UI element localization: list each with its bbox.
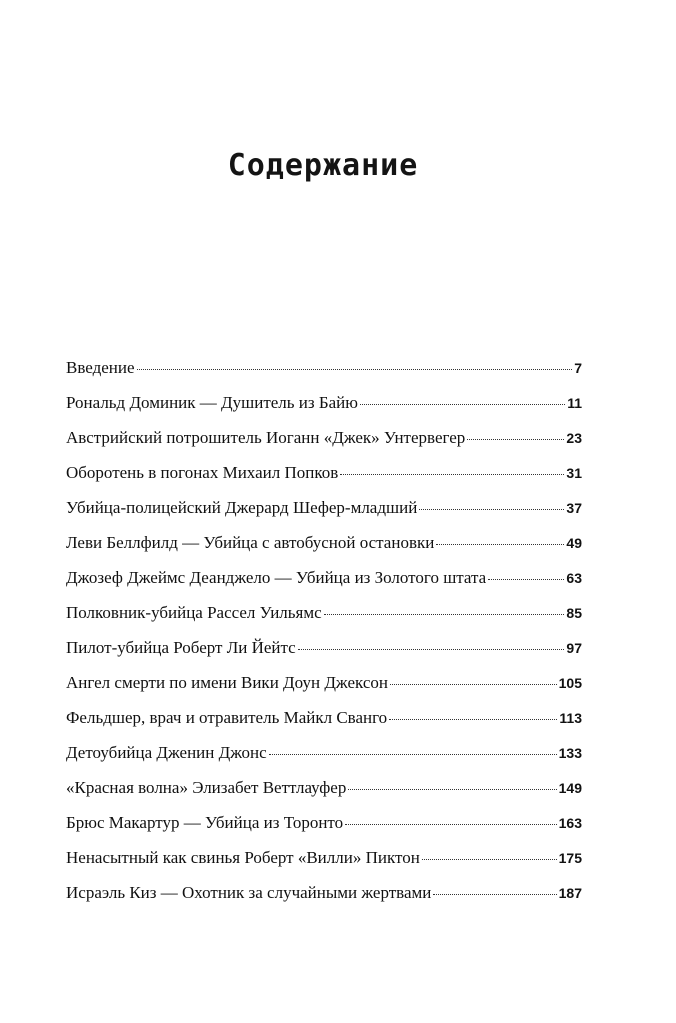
toc-entry[interactable]: [66, 778, 582, 813]
toc-entry-page: 105: [558, 675, 582, 691]
toc-entry-title: «Красная волна» Элизабет Веттлауфер: [66, 778, 347, 797]
toc-entry-title: Фельдшер, врач и отравитель Майкл Сванго: [66, 708, 388, 727]
toc-entry-page: 23: [566, 430, 582, 446]
toc-entry-title: Ненасытный как свинья Роберт «Вилли» Пиктон: [66, 848, 420, 867]
toc-entry-page: 7: [574, 360, 582, 376]
dot-leader: [390, 683, 557, 685]
toc-entry[interactable]: [66, 883, 582, 918]
toc-entry[interactable]: [66, 813, 582, 848]
toc-entry-title: Австрийский потрошитель Иоганн «Джек» Унтервегер: [66, 428, 466, 447]
toc-entry-title: Леви Беллфилд — Убийца с автобусной остановки: [66, 533, 435, 552]
toc-entry[interactable]: [66, 638, 582, 673]
dot-leader: [419, 508, 564, 510]
toc-entry-title: Исраэль Киз — Охотник за случайными жертвами: [66, 883, 432, 902]
toc-entry-page: 175: [558, 850, 582, 866]
toc-entry-title: Ангел смерти по имени Вики Доун Джексон: [66, 673, 388, 692]
dot-leader: [340, 473, 564, 475]
dot-leader: [488, 578, 564, 580]
toc-entry-title: Полковник-убийца Рассел Уильямс: [66, 603, 322, 622]
toc-entry[interactable]: [66, 533, 582, 568]
toc-entry-title: Убийца-полицейский Джерард Шефер-младший: [66, 498, 418, 517]
toc-entry[interactable]: [66, 743, 582, 778]
toc-entry[interactable]: [66, 673, 582, 708]
toc-entry[interactable]: [66, 428, 582, 463]
dot-leader: [269, 753, 557, 755]
dot-leader: [345, 823, 557, 825]
toc-entry-introduction[interactable]: [66, 358, 582, 393]
toc-entry[interactable]: [66, 708, 582, 743]
toc-entry-page: 49: [566, 535, 582, 551]
toc-entry-title: Пилот-убийца Роберт Ли Йейтс: [66, 638, 296, 657]
toc-entry-page: 187: [558, 885, 582, 901]
toc-entry-page: 113: [559, 710, 582, 726]
toc-entry-page: 11: [567, 395, 582, 411]
toc-entry[interactable]: [66, 848, 582, 883]
toc-entry-title: Брюс Макартур — Убийца из Торонто: [66, 813, 344, 832]
toc-entry-title: Рональд Доминик — Душитель из Байю: [66, 393, 358, 412]
toc-entry[interactable]: [66, 393, 582, 428]
toc-entry-title: Детоубийца Дженин Джонс: [66, 743, 267, 762]
toc-entry-title: Джозеф Джеймс Деанджело — Убийца из Золотого штата: [66, 568, 487, 587]
dot-leader: [467, 438, 564, 440]
toc-entry-title: Оборотень в погонах Михаил Попков: [66, 463, 339, 482]
toc-entry-page: 31: [566, 465, 582, 481]
toc-entry-page: 85: [566, 605, 582, 621]
toc-entry-page: 149: [558, 780, 582, 796]
page-title: Содержание: [227, 148, 419, 183]
toc-entry-page: 163: [558, 815, 582, 831]
toc-entry[interactable]: [66, 463, 582, 498]
table-of-contents: [66, 358, 582, 918]
toc-entry-page: 133: [558, 745, 582, 761]
dot-leader: [436, 543, 564, 545]
dot-leader: [324, 613, 565, 615]
toc-entry-page: 97: [566, 640, 582, 656]
toc-entry-page: 63: [566, 570, 582, 586]
toc-entry[interactable]: [66, 498, 582, 533]
dot-leader: [298, 648, 565, 650]
dot-leader: [389, 718, 557, 720]
toc-entry[interactable]: [66, 568, 582, 603]
dot-leader: [422, 858, 557, 860]
toc-entry-title: Введение: [66, 358, 135, 377]
toc-entry-page: 37: [566, 500, 582, 516]
toc-entry[interactable]: [66, 603, 582, 638]
dot-leader: [433, 893, 556, 895]
dot-leader: [348, 788, 556, 790]
dot-leader: [360, 403, 565, 405]
dot-leader: [137, 368, 573, 370]
